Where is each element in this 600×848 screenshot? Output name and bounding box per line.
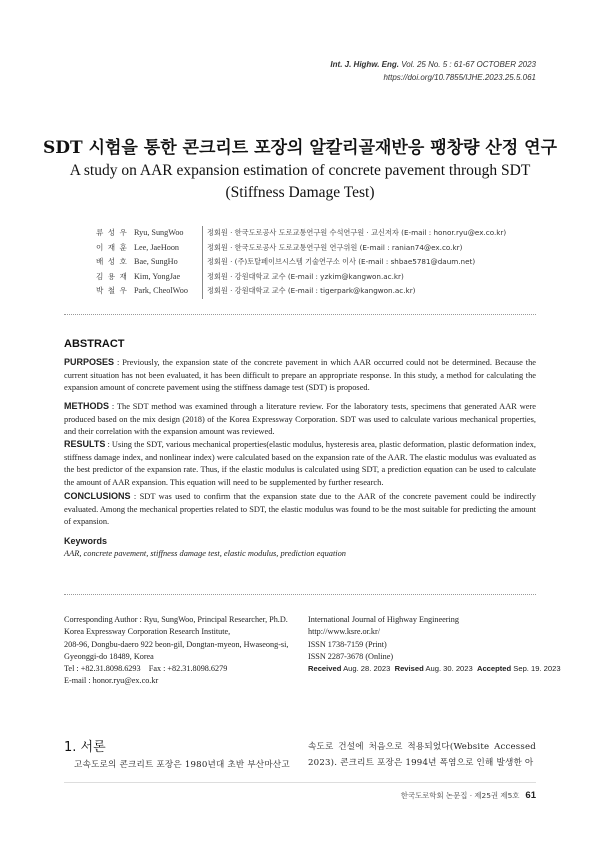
corresponding-line: Gyeonggi-do 18489, Korea	[64, 651, 154, 661]
journal-issue: Vol. 25 No. 5 : 61-67 OCTOBER 2023	[401, 60, 536, 69]
revised-label: Revised	[394, 664, 424, 674]
revised-date: Aug. 30. 2023	[425, 664, 473, 674]
conclusions-label: CONCLUSIONS	[64, 491, 131, 501]
title-english-line1: A study on AAR expansion estimation of concrete pavement through SDT	[69, 162, 531, 179]
author-english-name: Ryu, SungWoo	[134, 228, 184, 237]
footer-journal: 한국도로학회 논문집 · 제25권 제5호	[400, 791, 520, 800]
abstract-results	[64, 438, 536, 489]
history-dates	[308, 663, 561, 675]
journal-info-line: ISSN 2287-3678 (Online)	[308, 651, 394, 661]
abstract-conclusions	[64, 490, 536, 529]
author-affiliation: 정회원 · 한국도로공사 도로교통연구원 수석연구원 · 교신저자 (E-mail : honor.ryu@ex.co.kr)	[202, 226, 506, 241]
corresponding-email[interactable]: E-mail : honor.ryu@ex.co.kr	[64, 676, 159, 686]
corresponding-line: Korea Expressway Corporation Research Institute,	[64, 627, 231, 637]
methods-label: METHODS	[64, 401, 109, 411]
author-korean-name: 배 성 호	[96, 257, 128, 267]
received-date: Aug. 28. 2023	[343, 664, 391, 674]
author-korean-name: 류 성 우	[96, 228, 128, 237]
conclusions-text: : SDT was used to confirm that the expansion state due to the AAR of the concrete pavement could be indirectly evaluated. Among the mechanical properties related to SDT, the elastic modulus was found to be the most suitable for predicting the amount of expansion.	[64, 492, 536, 527]
author-korean-name: 이 재 훈	[96, 242, 128, 252]
intro-text-right: 속도로 건설에 처음으로 적용되었다(Website Accessed 2023). 콘크리트 포장은 1994년 폭염으로 인해 발생한 아	[308, 742, 536, 768]
author-row	[96, 270, 506, 285]
corresponding-line: Tel : +82.31.8098.6293 Fax : +82.31.8098.6279	[64, 664, 228, 674]
divider	[64, 314, 536, 315]
journal-info-line: International Journal of Highway Engineering	[308, 615, 459, 624]
journal-citation	[330, 58, 536, 84]
author-list	[96, 226, 506, 299]
title-english-line2: (Stiffness Damage Test)	[225, 184, 375, 201]
journal-url[interactable]: http://www.ksre.or.kr/	[308, 627, 381, 637]
abstract-methods	[64, 400, 536, 439]
author-english-name: Lee, JaeHoon	[134, 242, 180, 252]
abstract-heading: ABSTRACT	[64, 338, 125, 350]
keywords-text: AAR, concrete pavement, stiffness damage test, elastic modulus, prediction equation	[64, 549, 346, 558]
methods-text: : The SDT method was examined through a literature review. For the laboratory tests, specimens that generated AAR were produced based on the mix design (2018) of the Korea Expressway Corporation. SDT was used to calculate various mechanical properties, and their correlation with the expansion amount was reviewed.	[64, 402, 536, 437]
author-affiliation: 정회원 · 강원대학교 교수 (E-mail : tigerpark@kangwon.ac.kr)	[202, 284, 415, 299]
intro-text-left: 고속도로의 콘크리트 포장은 1980년대 초반 부산마산고	[74, 760, 290, 770]
author-row	[96, 255, 506, 270]
journal-info-line: ISSN 1738-7159 (Print)	[308, 639, 387, 649]
divider	[64, 594, 536, 595]
abstract-purposes	[64, 356, 536, 395]
page-footer	[401, 790, 536, 801]
author-english-name: Kim, YongJae	[134, 271, 181, 281]
author-korean-name: 박 철 우	[96, 286, 128, 296]
title-english	[0, 160, 600, 204]
corresponding-author	[64, 614, 288, 688]
author-row	[96, 226, 506, 241]
journal-info	[308, 614, 561, 675]
results-text: : Using the SDT, various mechanical properties(elastic modulus, hysteresis area, plastic deformation, plastic deformation index, stiffness damage index, and nonlinear index) were calculated based on the expansion rate of the AAR. The elastic modulus was evaluated as the best predictor of the expansion rate. Thus, if the elastic modulus is calculated using SDT, a prediction equation can be used to calculate the amount of AAR expansion. This equation will need to be supplemented by further research.	[64, 440, 536, 487]
title-korean: SDT 시험을 통한 콘크리트 포장의 알칼리골재반응 팽창량 산정 연구	[43, 138, 557, 158]
received-label: Received	[308, 664, 342, 674]
author-korean-name: 김 용 재	[96, 271, 128, 281]
author-affiliation: 정회원 · (주)토탈페이브시스템 기술연구소 이사 (E-mail : shbae5781@daum.net)	[202, 255, 475, 270]
corresponding-line: Corresponding Author : Ryu, SungWoo, Principal Researcher, Ph.D.	[64, 615, 288, 624]
purposes-text: : Previously, the expansion state of the concrete pavement in which AAR occurred could not be determined. Because the current situation has not been evaluated, it has been difficult to prepare an appropriate response. In this study, a method for calculating the expansion amount of concrete pavement using the stiffness damage test (SDT) is proposed.	[64, 358, 536, 393]
author-affiliation: 정회원 · 한국도로공사 도로교통연구원 연구위원 (E-mail : ranian74@ex.co.kr)	[202, 241, 462, 256]
footer-rule	[64, 782, 536, 783]
journal-doi[interactable]: https://doi.org/10.7855/IJHE.2023.25.5.061	[383, 73, 536, 82]
page-number: 61	[525, 790, 536, 801]
results-label: RESULTS	[64, 439, 106, 449]
journal-name: Int. J. Highw. Eng.	[330, 60, 400, 69]
accepted-label: Accepted	[476, 664, 512, 674]
keywords-heading: Keywords	[64, 536, 108, 546]
accepted-date: Sep. 19. 2023	[513, 664, 561, 674]
author-row	[96, 241, 506, 256]
author-english-name: Bae, SungHo	[134, 257, 178, 267]
author-english-name: Park, CheolWoo	[134, 286, 188, 296]
section-heading: 1. 서론	[64, 740, 106, 755]
purposes-label: PURPOSES	[64, 357, 115, 367]
author-affiliation: 정회원 · 강원대학교 교수 (E-mail : yzkim@kangwon.ac.kr)	[202, 270, 404, 285]
author-row	[96, 284, 506, 299]
corresponding-line: 208-96, Dongbu-daero 922 beon-gil, Dongtan-myeon, Hwaseong-si,	[64, 639, 289, 649]
